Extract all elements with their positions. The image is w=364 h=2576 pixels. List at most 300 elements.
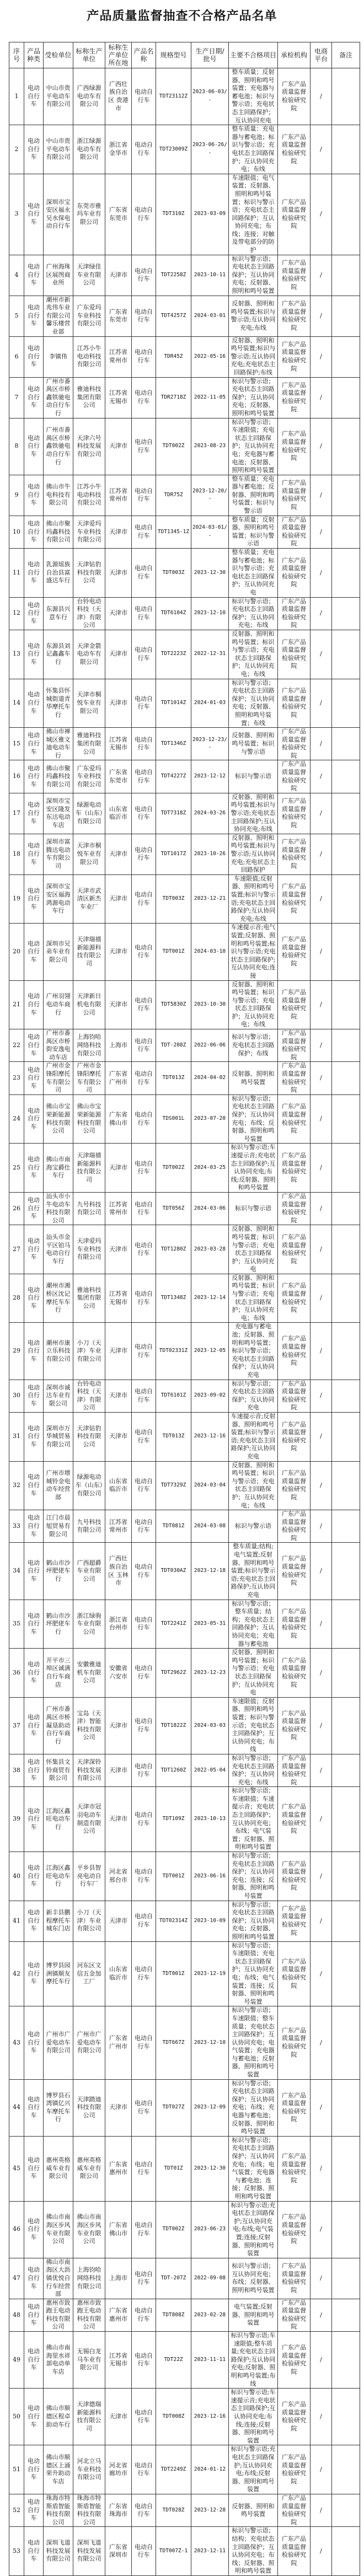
row-index-cell: 31 bbox=[9, 1412, 24, 1461]
manufacturer-location-cell: 天津市 bbox=[105, 255, 132, 296]
inspected-unit-cell: 深圳市宝安区隆发东达电动车店 bbox=[44, 793, 73, 834]
ecommerce-platform-cell: / bbox=[311, 728, 332, 760]
table-row bbox=[9, 1029, 360, 1062]
product-name-cell: 电动自行车 bbox=[132, 1754, 156, 1786]
testing-institution-cell: 广东产品质量监督检验研究院 bbox=[278, 336, 311, 377]
remarks-cell bbox=[332, 1029, 360, 1062]
product-name-cell: 电动自行车 bbox=[132, 2299, 156, 2331]
testing-institution-cell: 广东产品质量监督检验研究院 bbox=[278, 1543, 311, 1600]
model-cell: TDT002Z bbox=[156, 418, 191, 475]
nominal-manufacturer-cell: 广西超爵车业有限公司 bbox=[73, 1543, 105, 1600]
row-index-cell: 28 bbox=[9, 1274, 24, 1323]
table-row bbox=[9, 1649, 360, 1698]
ecommerce-platform-cell: / bbox=[311, 1380, 332, 1412]
testing-institution-cell: 广东产品质量监督检验研究院 bbox=[278, 1225, 311, 1274]
model-cell: TDT-207Z bbox=[156, 2258, 191, 2299]
main-defects-cell: 充电器与蓄电池；反射器、照明和鸣号装置；标识与警示语；充电状态主回路保护；互认协同充电 bbox=[229, 1323, 278, 1380]
manufacturer-location-cell: 山东省临沂市 bbox=[105, 793, 132, 834]
table-row bbox=[9, 1062, 360, 1094]
table-row bbox=[9, 2258, 360, 2299]
inspected-unit-cell: 深圳市富腾达电动车有限公司 bbox=[44, 834, 73, 874]
remarks-cell bbox=[332, 2494, 360, 2526]
testing-institution-cell: 广东产品质量监督检验研究院 bbox=[278, 2332, 311, 2389]
production-date-cell: 2024-03-10 bbox=[191, 924, 229, 980]
main-defects-cell: 标识与警示语；充电状态主回路保护；互认协同充电；布线；电气装置；充电器与蓄电池；连接；反射器、照明和鸣号装置 bbox=[229, 2136, 278, 2201]
model-cell: TDT1280Z bbox=[156, 1225, 191, 1274]
product-category-cell: 电动自行车 bbox=[24, 1461, 44, 1510]
main-defects-cell: 标识与警示语;车速提示音;充电状态主回路保护;互认协同充电;布线;反射器、照明和鸣号装置 bbox=[229, 1144, 278, 1193]
row-index-cell: 17 bbox=[9, 793, 24, 834]
production-date-cell: 2024-03-01/- bbox=[191, 516, 229, 548]
row-index-cell: 14 bbox=[9, 679, 24, 728]
inspected-unit-cell: 博罗县园洲镇顺友摩托车行 bbox=[44, 1941, 73, 2006]
testing-institution-cell: 广东产品质量监督检验研究院 bbox=[278, 834, 311, 874]
ecommerce-platform-cell: / bbox=[311, 2299, 332, 2331]
product-name-cell: 电动自行车 bbox=[132, 1941, 156, 2006]
manufacturer-location-cell: 江苏省无锡市 bbox=[105, 1274, 132, 1323]
manufacturer-location-cell: 江苏省无锡市 bbox=[105, 2332, 132, 2389]
remarks-cell bbox=[332, 1901, 360, 1941]
table-row bbox=[9, 679, 360, 728]
row-index-cell: 9 bbox=[9, 475, 24, 516]
row-index-cell: 50 bbox=[9, 2389, 24, 2445]
model-cell: TDT1345-1Z bbox=[156, 516, 191, 548]
remarks-cell bbox=[332, 2299, 360, 2331]
inspected-unit-cell: 广州羽翎电动车商行 bbox=[44, 980, 73, 1029]
manufacturer-location-cell: 天津市 bbox=[105, 1225, 132, 1274]
product-category-cell: 电动自行车 bbox=[24, 2201, 44, 2258]
row-index-cell: 47 bbox=[9, 2258, 24, 2299]
product-category-cell: 电动自行车 bbox=[24, 1901, 44, 1941]
product-category-cell: 电动自行车 bbox=[24, 1543, 44, 1600]
row-index-cell: 24 bbox=[9, 1094, 24, 1144]
main-defects-cell: 整车质量;结构;电气装置;反射器、照明和鸣号装置;标识与警示语;充电状态主回路保护;互认协同充电 bbox=[229, 1543, 278, 1600]
header-testing-institution: 承检机构 bbox=[278, 42, 311, 68]
row-index-cell: 33 bbox=[9, 1510, 24, 1543]
manufacturer-location-cell: 天津市 bbox=[105, 874, 132, 924]
model-cell: TDT030AZ bbox=[156, 1543, 191, 1600]
testing-institution-cell: 广东产品质量监督检验研究院 bbox=[278, 1094, 311, 1144]
nominal-manufacturer-cell: 小刀（天津）车业有限公司 bbox=[73, 1323, 105, 1380]
testing-institution-cell: 广东产品质量监督检验研究院 bbox=[278, 2258, 311, 2299]
main-defects-cell: 标识与警示语；充电状态主回路保护；互认协同充电；连接；反射器、照明和鸣号装置 bbox=[229, 1852, 278, 1901]
row-index-cell: 51 bbox=[9, 2445, 24, 2494]
testing-institution-cell: 广东产品质量监督检验研究院 bbox=[278, 296, 311, 336]
nominal-manufacturer-cell: 天津爱玛车业科技有限公司 bbox=[73, 516, 105, 548]
remarks-cell bbox=[332, 125, 360, 174]
main-defects-cell: 反射器、照明和鸣号装置；标识与警示语；充电状态主回路保护；互认协同充电；布线 bbox=[229, 980, 278, 1029]
row-index-cell: 48 bbox=[9, 2299, 24, 2331]
model-cell: TDT808Z bbox=[156, 2299, 191, 2331]
product-category-cell: 电动自行车 bbox=[24, 1600, 44, 1649]
table-row bbox=[9, 874, 360, 924]
manufacturer-location-cell: 广西壮族自治区 贵港市 bbox=[105, 68, 132, 125]
product-category-cell: 电动自行车 bbox=[24, 1754, 44, 1786]
row-index-cell: 22 bbox=[9, 1029, 24, 1062]
production-date-cell: 2023-12-16 bbox=[191, 1412, 229, 1461]
product-category-cell: 电动自行车 bbox=[24, 1510, 44, 1543]
ecommerce-platform-cell: / bbox=[311, 793, 332, 834]
product-category-cell: 电动自行车 bbox=[24, 2258, 44, 2299]
ecommerce-platform-cell: / bbox=[311, 1852, 332, 1901]
ecommerce-platform-cell: / bbox=[311, 597, 332, 630]
inspected-unit-cell: 潮州市新兆伟车业有限公司馨乐楼营业部 bbox=[44, 296, 73, 336]
remarks-cell bbox=[332, 1461, 360, 1510]
product-category-cell: 电动自行车 bbox=[24, 1412, 44, 1461]
row-index-cell: 8 bbox=[9, 418, 24, 475]
header-model: 规格型号 bbox=[156, 42, 191, 68]
product-name-cell: 电动自行车 bbox=[132, 1543, 156, 1600]
remarks-cell bbox=[332, 2006, 360, 2079]
ecommerce-platform-cell: / bbox=[311, 1062, 332, 1094]
table-row bbox=[9, 377, 360, 418]
manufacturer-location-cell: 天津市 bbox=[105, 1697, 132, 1754]
remarks-cell bbox=[332, 1380, 360, 1412]
table-row bbox=[9, 516, 360, 548]
testing-institution-cell: 广东产品质量监督检验研究院 bbox=[278, 630, 311, 679]
product-name-cell: 电动自行车 bbox=[132, 1510, 156, 1543]
remarks-cell bbox=[332, 874, 360, 924]
production-date-cell: 2024-03-06 bbox=[191, 1192, 229, 1225]
ecommerce-platform-cell: / bbox=[311, 1461, 332, 1510]
manufacturer-location-cell: 天津市 bbox=[105, 2389, 132, 2445]
model-cell: TDT013Z bbox=[156, 1412, 191, 1461]
ecommerce-platform-cell: / bbox=[311, 2527, 332, 2576]
product-name-cell: 电动自行车 bbox=[132, 1029, 156, 1062]
remarks-cell bbox=[332, 1787, 360, 1852]
remarks-cell bbox=[332, 2527, 360, 2576]
model-cell: TDT22Z bbox=[156, 2332, 191, 2389]
nominal-manufacturer-cell: 天津绿佳车业有限公司 bbox=[73, 255, 105, 296]
manufacturer-location-cell: 天津市 bbox=[105, 597, 132, 630]
manufacturer-location-cell: 天津市 bbox=[105, 834, 132, 874]
testing-institution-cell: 广东产品质量监督检验研究院 bbox=[278, 516, 311, 548]
inspected-unit-cell: 广州市番禺区市桥鑫铁驰电动自行车行 bbox=[44, 377, 73, 418]
inspected-unit-cell: 江门市晨旭贸易有限公司 bbox=[44, 1510, 73, 1543]
nominal-manufacturer-cell: 天津瑞禧新能源科技有限公司 bbox=[73, 1144, 105, 1193]
model-cell: TDT001Z bbox=[156, 1941, 191, 2006]
manufacturer-location-cell: 广东省惠州市 bbox=[105, 2299, 132, 2331]
main-defects-cell: 标识与警示语；充电状态主回路保护；互认协同充电；布线 bbox=[229, 1754, 278, 1786]
table-row bbox=[9, 1600, 360, 1649]
table-header-row bbox=[9, 42, 360, 68]
nominal-manufacturer-cell: 广西绿源电动车有限公司 bbox=[73, 68, 105, 125]
main-defects-cell: 标识与警示语；充电状态主回路保护；互认协同充电；反射器、照明和鸣号装置 bbox=[229, 1901, 278, 1941]
manufacturer-location-cell: 江苏省无锡市 bbox=[105, 377, 132, 418]
row-index-cell: 39 bbox=[9, 1787, 24, 1852]
main-defects-cell: 标识与警示语；充电状态主回路保护；布线 bbox=[229, 1029, 278, 1062]
ecommerce-platform-cell: / bbox=[311, 1510, 332, 1543]
table-row bbox=[9, 1192, 360, 1225]
inspected-unit-cell: 深圳市万华城贸易有限公司 bbox=[44, 1412, 73, 1461]
nominal-manufacturer-cell: 天津新日机电有限公司 bbox=[73, 980, 105, 1029]
remarks-cell bbox=[332, 1192, 360, 1225]
nominal-manufacturer-cell: 佛山市南海区步风车业有限公司 bbox=[73, 2201, 105, 2258]
model-cell: TDT002Z bbox=[156, 2201, 191, 2258]
product-name-cell: 电动自行车 bbox=[132, 255, 156, 296]
testing-institution-cell: 广东产品质量监督检验研究院 bbox=[278, 1029, 311, 1062]
main-defects-cell: 标识与警示语;车速提示音;充电状态主回路保护;互认协同充电;布线;连接;反射器、照明和鸣号装置 bbox=[229, 2389, 278, 2445]
table-row bbox=[9, 2445, 360, 2494]
product-name-cell: 电动自行车 bbox=[132, 1225, 156, 1274]
table-row bbox=[9, 1852, 360, 1901]
nominal-manufacturer-cell: 广州市广爱电动车有限公司 bbox=[73, 2006, 105, 2079]
row-index-cell: 49 bbox=[9, 2332, 24, 2389]
manufacturer-location-cell: 天津市 bbox=[105, 1787, 132, 1852]
product-category-cell: 电动自行车 bbox=[24, 597, 44, 630]
inspected-unit-cell: 惠州市致跑王电动科技有限公司 bbox=[44, 2299, 73, 2331]
ecommerce-platform-cell: / bbox=[311, 1144, 332, 1193]
manufacturer-location-cell: 天津市 bbox=[105, 2079, 132, 2136]
table-row bbox=[9, 1094, 360, 1144]
table-row bbox=[9, 255, 360, 296]
inspected-unit-cell: 广州海珠区展图商业所 bbox=[44, 255, 73, 296]
nominal-manufacturer-cell: 平乡县智亮电动自行车厂 bbox=[73, 1852, 105, 1901]
row-index-cell: 7 bbox=[9, 377, 24, 418]
testing-institution-cell: 广东产品质量监督检验研究院 bbox=[278, 418, 311, 475]
remarks-cell bbox=[332, 834, 360, 874]
testing-institution-cell: 广东产品质量监督检验研究院 bbox=[278, 874, 311, 924]
nominal-manufacturer-cell: 台铃电动科技（天津）有限公司 bbox=[73, 597, 105, 630]
model-cell: TDT002Z bbox=[156, 1144, 191, 1193]
remarks-cell bbox=[332, 1649, 360, 1698]
manufacturer-location-cell: 河北省邢台市 bbox=[105, 1852, 132, 1901]
manufacturer-location-cell: 上海市 bbox=[105, 1029, 132, 1062]
model-cell: TDT-208Z bbox=[156, 1029, 191, 1062]
inspected-unit-cell: 新丰县鹏程摩托车城东门店 bbox=[44, 1901, 73, 1941]
main-defects-cell: 标识与警示语;充电状态主回路保护;互认协同充电;布线;反射器、照明和鸣号装置 bbox=[229, 2445, 278, 2494]
table-row bbox=[9, 1697, 360, 1754]
production-date-cell: 2023-12-23 bbox=[191, 1649, 229, 1698]
testing-institution-cell: 广东产品质量监督检验研究院 bbox=[278, 2136, 311, 2201]
main-defects-cell: 整车质量；反射器、照明和鸣号装置；标识与警示语 bbox=[229, 516, 278, 548]
main-defects-cell: 标识与警示语 bbox=[229, 1192, 278, 1225]
nominal-manufacturer-cell: 绿源电动车（山东）有限公司 bbox=[73, 793, 105, 834]
production-date-cell: 2023-12-20/- bbox=[191, 475, 229, 516]
row-index-cell: 19 bbox=[9, 874, 24, 924]
testing-institution-cell: 广东产品质量监督检验研究院 bbox=[278, 1461, 311, 1510]
product-name-cell: 电动自行车 bbox=[132, 336, 156, 377]
remarks-cell bbox=[332, 1144, 360, 1193]
remarks-cell bbox=[332, 2136, 360, 2201]
product-name-cell: 电动自行车 bbox=[132, 2332, 156, 2389]
product-category-cell: 电动自行车 bbox=[24, 1323, 44, 1380]
remarks-cell bbox=[332, 255, 360, 296]
ecommerce-platform-cell: / bbox=[311, 2494, 332, 2526]
testing-institution-cell: 广东产品质量监督检验研究院 bbox=[278, 2494, 311, 2526]
row-index-cell: 15 bbox=[9, 728, 24, 760]
row-index-cell: 42 bbox=[9, 1941, 24, 2006]
main-defects-cell: 标识与警示语；互认协同充电；布线；反射器、照明和鸣号装置 bbox=[229, 2258, 278, 2299]
product-name-cell: 电动自行车 bbox=[132, 2445, 156, 2494]
table-row bbox=[9, 1543, 360, 1600]
model-cell: TDT008Z bbox=[156, 2389, 191, 2445]
production-date-cell: 2024-03-08 bbox=[191, 1510, 229, 1543]
main-defects-cell: 标识与警示语 bbox=[229, 1510, 278, 1543]
nominal-manufacturer-cell: 天津瑞禧新能源科技有限公司 bbox=[73, 924, 105, 980]
production-date-cell: 2023-06-26/- bbox=[191, 125, 229, 174]
manufacturer-location-cell: 河北省廊坊市 bbox=[105, 2445, 132, 2494]
production-date-cell: 2023-12-09 bbox=[191, 2079, 229, 2136]
table-row bbox=[9, 597, 360, 630]
ecommerce-platform-cell: / bbox=[311, 1225, 332, 1274]
row-index-cell: 46 bbox=[9, 2201, 24, 2258]
production-date-cell: 2023-12-14 bbox=[191, 1274, 229, 1323]
product-name-cell: 电动自行车 bbox=[132, 1600, 156, 1649]
nominal-manufacturer-cell: 雅迪科技集团有限公司 bbox=[73, 377, 105, 418]
table-row bbox=[9, 630, 360, 679]
ecommerce-platform-cell: / bbox=[311, 2201, 332, 2258]
main-defects-cell: 整车质量；充电器与蓄电池；标识与警示语；充电状态主回路保护；互认协同充电 bbox=[229, 549, 278, 598]
main-defects-cell: 标识与警示语；充电状态主回路保护；互认协同充电；反射器、照明和鸣号装置 bbox=[229, 377, 278, 418]
ecommerce-platform-cell: / bbox=[311, 760, 332, 793]
main-defects-cell: 反射器、照明和鸣号装置;标识与警示语;互认协同充电;充电状态主回路保护 bbox=[229, 834, 278, 874]
production-date-cell: 2023-12-23/- bbox=[191, 728, 229, 760]
nominal-manufacturer-cell: 广东爱玛车业科技有限公司 bbox=[73, 296, 105, 336]
production-date-cell: 2023-12-11 bbox=[191, 2527, 229, 2576]
testing-institution-cell: 广东产品质量监督检验研究院 bbox=[278, 1192, 311, 1225]
inspected-unit-cell: 佛山市聚玛鑫科技有限公司 bbox=[44, 516, 73, 548]
inspected-unit-cell: 深圳飞道科技发展有限公司 bbox=[44, 2527, 73, 2576]
row-index-cell: 12 bbox=[9, 597, 24, 630]
production-date-cell: 2023-12-12 bbox=[191, 760, 229, 793]
header-production-date: 生产日期/批号 bbox=[191, 42, 229, 68]
product-name-cell: 电动自行车 bbox=[132, 793, 156, 834]
table-row bbox=[9, 980, 360, 1029]
product-name-cell: 电动自行车 bbox=[132, 2527, 156, 2576]
nominal-manufacturer-cell: 东莞市雅玛车业有限公司 bbox=[73, 174, 105, 255]
nominal-manufacturer-cell: 上海钧哈网络科技有限公司 bbox=[73, 1029, 105, 1062]
product-name-cell: 电动自行车 bbox=[132, 516, 156, 548]
testing-institution-cell: 广东产品质量监督检验研究院 bbox=[278, 1144, 311, 1193]
testing-institution-cell: 广东产品质量监督检验研究院 bbox=[278, 1754, 311, 1786]
table-row bbox=[9, 2079, 360, 2136]
production-date-cell: 2023-06-23 bbox=[191, 2201, 229, 2258]
product-name-cell: 电动自行车 bbox=[132, 296, 156, 336]
row-index-cell: 26 bbox=[9, 1192, 24, 1225]
nominal-manufacturer-cell: 天津钻豹科技有限公司 bbox=[73, 1412, 105, 1461]
main-defects-cell: 标识与警示语；整车质量；结构；充电状态主回路保护；互认协同充电；充电器与蓄电池 bbox=[229, 1600, 278, 1649]
row-index-cell: 27 bbox=[9, 1225, 24, 1274]
product-category-cell: 电动自行车 bbox=[24, 1274, 44, 1323]
ecommerce-platform-cell: / bbox=[311, 1274, 332, 1323]
row-index-cell: 16 bbox=[9, 760, 24, 793]
remarks-cell bbox=[332, 68, 360, 125]
ecommerce-platform-cell: / bbox=[311, 1901, 332, 1941]
model-cell: TDT1260Z bbox=[156, 1754, 191, 1786]
row-index-cell: 52 bbox=[9, 2494, 24, 2526]
row-index-cell: 29 bbox=[9, 1323, 24, 1380]
ecommerce-platform-cell: / bbox=[311, 874, 332, 924]
product-category-cell: 电动自行车 bbox=[24, 336, 44, 377]
remarks-cell bbox=[332, 418, 360, 475]
header-ecommerce-platform: 电商平台 bbox=[311, 42, 332, 68]
model-cell: TDT4257Z bbox=[156, 296, 191, 336]
product-category-cell: 电动自行车 bbox=[24, 377, 44, 418]
manufacturer-location-cell: 江苏省常州市 bbox=[105, 336, 132, 377]
inspected-unit-cell: 中山市贵平电动车有限公司 bbox=[44, 68, 73, 125]
ecommerce-platform-cell: / bbox=[311, 1600, 332, 1649]
inspected-unit-cell: 佛山市南海区步风车业有限公司 bbox=[44, 2201, 73, 2258]
ecommerce-platform-cell: / bbox=[311, 418, 332, 475]
ecommerce-platform-cell: / bbox=[311, 980, 332, 1029]
product-name-cell: 电动自行车 bbox=[132, 1323, 156, 1380]
model-cell: TDT081Z bbox=[156, 1510, 191, 1543]
nominal-manufacturer-cell: 天津市冠羽电动车制造有限公司 bbox=[73, 1787, 105, 1852]
production-date-cell: 2022-12-31 bbox=[191, 630, 229, 679]
inspected-unit-cell: 开平市三埠区诚满自行车商店 bbox=[44, 1649, 73, 1698]
remarks-cell bbox=[332, 1062, 360, 1094]
main-defects-cell: 整车质量；反射器、照明和鸣号装置；充电器与蓄电池；标识与警示语；充电状态主回路保护；互认协同充电 bbox=[229, 68, 278, 125]
product-category-cell: 电动自行车 bbox=[24, 296, 44, 336]
model-cell: TDT4227Z bbox=[156, 760, 191, 793]
nominal-manufacturer-cell: 天津市桐悦车业有限公司 bbox=[73, 834, 105, 874]
inspected-unit-cell: 惠州英格威车业有限公司 bbox=[44, 2136, 73, 2201]
production-date-cell: 2024-03-25 bbox=[191, 1144, 229, 1193]
manufacturer-location-cell: 广东省深圳市 bbox=[105, 2527, 132, 2576]
production-date-cell: 2023-06-16 bbox=[191, 1852, 229, 1901]
testing-institution-cell: 广东产品质量监督检验研究院 bbox=[278, 1380, 311, 1412]
production-date-cell: 2024-01-12 bbox=[191, 2445, 229, 2494]
row-index-cell: 37 bbox=[9, 1697, 24, 1754]
inspected-unit-cell: 深圳市宝安区福海鸿源电动车行 bbox=[44, 874, 73, 924]
inspected-unit-cell: 佛山市牛电科技有限公司 bbox=[44, 475, 73, 516]
product-category-cell: 电动自行车 bbox=[24, 516, 44, 548]
main-defects-cell: 车速提示音;反射器、照明和鸣号装置;标识与警示语;充电状态主回路保护;互认协同充电 bbox=[229, 1412, 278, 1461]
inspected-unit-cell: 怀集县怀城街道青华摩托车行 bbox=[44, 679, 73, 728]
main-defects-cell: 电气装置;反射器、照明和鸣号装置 bbox=[229, 2299, 278, 2331]
main-defects-cell: 标识与警示语；充电状态主回路保护；互认协同充电；反射器、照明和鸣号装置；布线 bbox=[229, 679, 278, 728]
manufacturer-location-cell: 广东省珠海市 bbox=[105, 2494, 132, 2526]
model-cell: TDT6104Z bbox=[156, 597, 191, 630]
product-name-cell: 电动自行车 bbox=[132, 377, 156, 418]
inspected-unit-cell: 江海区鑫旺电动车行 bbox=[44, 1787, 73, 1852]
ecommerce-platform-cell: / bbox=[311, 1649, 332, 1698]
table-row bbox=[9, 1901, 360, 1941]
product-name-cell: 电动自行车 bbox=[132, 874, 156, 924]
table-row bbox=[9, 2389, 360, 2445]
remarks-cell bbox=[332, 2201, 360, 2258]
page-title: 产品质量监督抽查不合格产品名单 bbox=[87, 9, 277, 23]
ecommerce-platform-cell: / bbox=[311, 2389, 332, 2445]
model-cell: TDT6101Z bbox=[156, 1380, 191, 1412]
product-name-cell: 电动自行车 bbox=[132, 2079, 156, 2136]
model-cell: TDR2718Z bbox=[156, 377, 191, 418]
header-inspected-unit: 受检单位 bbox=[44, 42, 73, 68]
header-product-category: 产品种类 bbox=[24, 42, 44, 68]
nominal-manufacturer-cell: 天津深铃科技发展有限公司 bbox=[73, 1754, 105, 1786]
testing-institution-cell: 广东产品质量监督检验研究院 bbox=[278, 2527, 311, 2576]
remarks-cell bbox=[332, 336, 360, 377]
model-cell: TDR45Z bbox=[156, 336, 191, 377]
inspected-unit-cell: 汕头市金平区铂马电动自行车行 bbox=[44, 1225, 73, 1274]
production-date-cell: 2023-12-21 bbox=[191, 874, 229, 924]
row-index-cell: 4 bbox=[9, 255, 24, 296]
row-index-cell: 34 bbox=[9, 1543, 24, 1600]
main-defects-cell: 反射器、照明和鸣号装置 bbox=[229, 2494, 278, 2526]
production-date-cell: 2023-07-20 bbox=[191, 1094, 229, 1144]
nominal-manufacturer-cell: 台铃电动科技（天津）有限公司 bbox=[73, 1380, 105, 1412]
row-index-cell: 35 bbox=[9, 1600, 24, 1649]
manufacturer-location-cell: 江苏省无锡市 bbox=[105, 728, 132, 760]
main-defects-cell: 反射器、照明和鸣号装置；标识与警示语；充电状态主回路保护；互认协同充电 bbox=[229, 1225, 278, 1274]
header-index: 序号 bbox=[9, 42, 24, 68]
ecommerce-platform-cell: / bbox=[311, 2136, 332, 2201]
nominal-manufacturer-cell: 广东爱玛车业科技有限公司 bbox=[73, 760, 105, 793]
inspected-unit-cell: 广州市广爱电动车有限公司 bbox=[44, 2006, 73, 2079]
production-date-cell: 2024-01-03 bbox=[191, 679, 229, 728]
remarks-cell bbox=[332, 1510, 360, 1543]
